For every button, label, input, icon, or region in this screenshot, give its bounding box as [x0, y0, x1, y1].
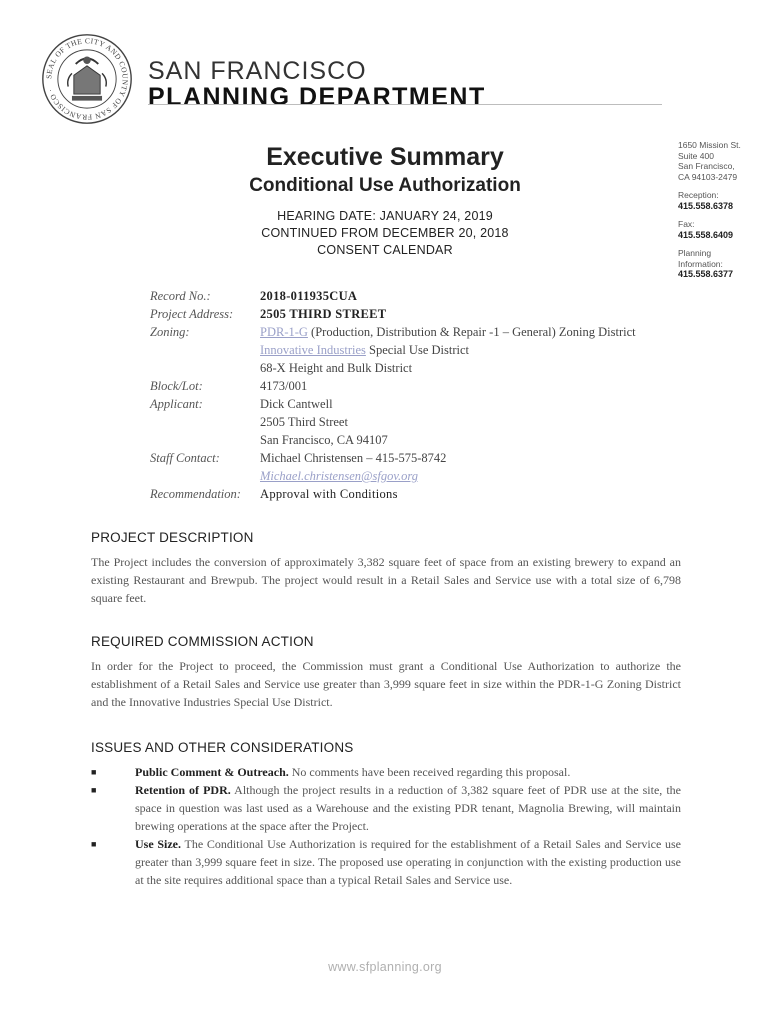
address-line: CA 94103-2479: [678, 171, 738, 182]
fax-label: Fax:: [678, 219, 695, 229]
project-address-label: Project Address:: [150, 307, 234, 321]
list-item: [91, 781, 681, 835]
section-heading: PROJECT DESCRIPTION: [91, 530, 254, 545]
record-row: [150, 305, 670, 323]
record-row: [150, 377, 670, 395]
project-description-section: [91, 530, 681, 607]
fax-phone: 415.558.6409: [678, 229, 734, 240]
svg-text:SEAL OF THE CITY AND COUNTY OF: SEAL OF THE CITY AND COUNTY OF SAN FRANCISCO ·: [44, 36, 130, 122]
section-heading: ISSUES AND OTHER CONSIDERATIONS: [91, 740, 354, 755]
bullet-icon: ■: [91, 785, 97, 795]
bullet-icon: ■: [91, 839, 97, 849]
applicant-label: Applicant:: [150, 397, 203, 411]
bullet-icon: ■: [91, 767, 97, 777]
planning-phone: 415.558.6377: [678, 269, 734, 279]
height-bulk-district: 68-X Height and Bulk District: [260, 361, 413, 375]
record-details: [150, 287, 670, 503]
department-line-1: SAN FRANCISCO: [148, 57, 367, 85]
issues-section: [91, 740, 681, 889]
list-item: [91, 835, 681, 889]
record-row: [150, 323, 670, 341]
hearing-info: [150, 208, 620, 259]
record-row: [150, 341, 670, 359]
item-lead: Public Comment & Outreach.: [135, 765, 289, 779]
continued-from: CONTINUED FROM DECEMBER 20, 2018: [261, 226, 509, 240]
recommendation-value: Approval with Conditions: [260, 487, 398, 501]
header-divider: [148, 104, 662, 105]
document-title: Executive Summary: [266, 143, 504, 171]
zoning-district-text: (Production, Distribution & Repair -1 – General) Zoning District: [307, 325, 636, 339]
staff-email-link[interactable]: Michael.christensen@sfgov.org: [260, 469, 418, 483]
item-text: Although the project results in a reduction of 3,382 square feet of PDR use at the site, the space in question was last used as a Warehouse and the existing PDR tenant, Magnolia Brewing, will maintain brewing operations at the space after the Project.: [135, 783, 681, 833]
reception-phone: 415.558.6378: [678, 200, 734, 211]
record-row: [150, 485, 670, 503]
commission-action-section: [91, 634, 681, 711]
address-line: 1650 Mission St.: [678, 140, 741, 150]
record-row: [150, 287, 670, 305]
document-subtitle: Conditional Use Authorization: [249, 175, 521, 196]
record-row: [150, 413, 670, 431]
item-text: No comments have been received regarding this proposal.: [288, 765, 571, 779]
hearing-date: HEARING DATE: JANUARY 24, 2019: [277, 209, 493, 223]
planning-label: Information:: [678, 258, 723, 269]
address-line: Suite 400: [678, 150, 714, 161]
department-line-2: PLANNING DEPARTMENT: [148, 83, 486, 111]
planning-label: Planning: [678, 248, 712, 258]
item-lead: Use Size.: [135, 837, 182, 851]
applicant-street: 2505 Third Street: [260, 415, 348, 429]
recommendation-label: Recommendation:: [150, 487, 241, 501]
calendar-type: CONSENT CALENDAR: [317, 243, 453, 257]
item-lead: Retention of PDR.: [135, 783, 231, 797]
address-line: San Francisco,: [678, 161, 735, 171]
block-lot-value: 4173/001: [260, 379, 308, 393]
applicant-name: Dick Cantwell: [260, 397, 333, 411]
section-body: The Project includes the conversion of approximately 3,382 square feet of space from an existing brewery to expand an existing Restaurant and Brewpub. The project would result in a Retail Sales and Service use with a total size of 6,798 square feet.: [91, 555, 681, 605]
contact-info-column: [678, 140, 768, 280]
applicant-city: San Francisco, CA 94107: [260, 433, 388, 447]
record-no-value: 2018-011935CUA: [260, 289, 358, 303]
department-name: [148, 58, 486, 110]
record-row: [150, 359, 670, 377]
reception-label: Reception:: [678, 190, 719, 200]
record-row: [150, 467, 670, 485]
special-use-district-link[interactable]: Innovative Industries: [260, 343, 366, 357]
staff-contact-value: Michael Christensen – 415-575-8742: [260, 451, 447, 465]
item-text: The Conditional Use Authorization is required for the establishment of a Retail Sales and Service use greater than 3,999 square feet in size. The proposed use operating in conjunction with the existing production use at the site requires additional space than a typical Retail Sales and Service use.: [135, 837, 681, 887]
staff-contact-label: Staff Contact:: [150, 451, 220, 465]
issues-list: [91, 763, 681, 889]
zoning-label: Zoning:: [150, 325, 190, 339]
section-heading: REQUIRED COMMISSION ACTION: [91, 634, 314, 649]
record-no-label: Record No.:: [150, 289, 211, 303]
record-row: [150, 395, 670, 413]
city-seal-logo: [40, 32, 134, 126]
list-item: [91, 763, 681, 781]
footer-url: www.sfplanning.org: [328, 960, 442, 974]
project-address-value: 2505 THIRD STREET: [260, 307, 387, 321]
section-body: In order for the Project to proceed, the Commission must grant a Conditional Use Authorization to authorize the establishment of a Retail Sales and Service use greater than 3,999 square feet in size within the PDR-1-G Zoning District and the Innovative Industries Special Use District.: [91, 659, 681, 709]
zoning-district-link[interactable]: PDR-1-G: [260, 325, 308, 339]
document-title-block: [150, 142, 620, 259]
record-row: [150, 431, 670, 449]
block-lot-label: Block/Lot:: [150, 379, 203, 393]
special-use-district-text: Special Use District: [365, 343, 469, 357]
record-row: [150, 449, 670, 467]
